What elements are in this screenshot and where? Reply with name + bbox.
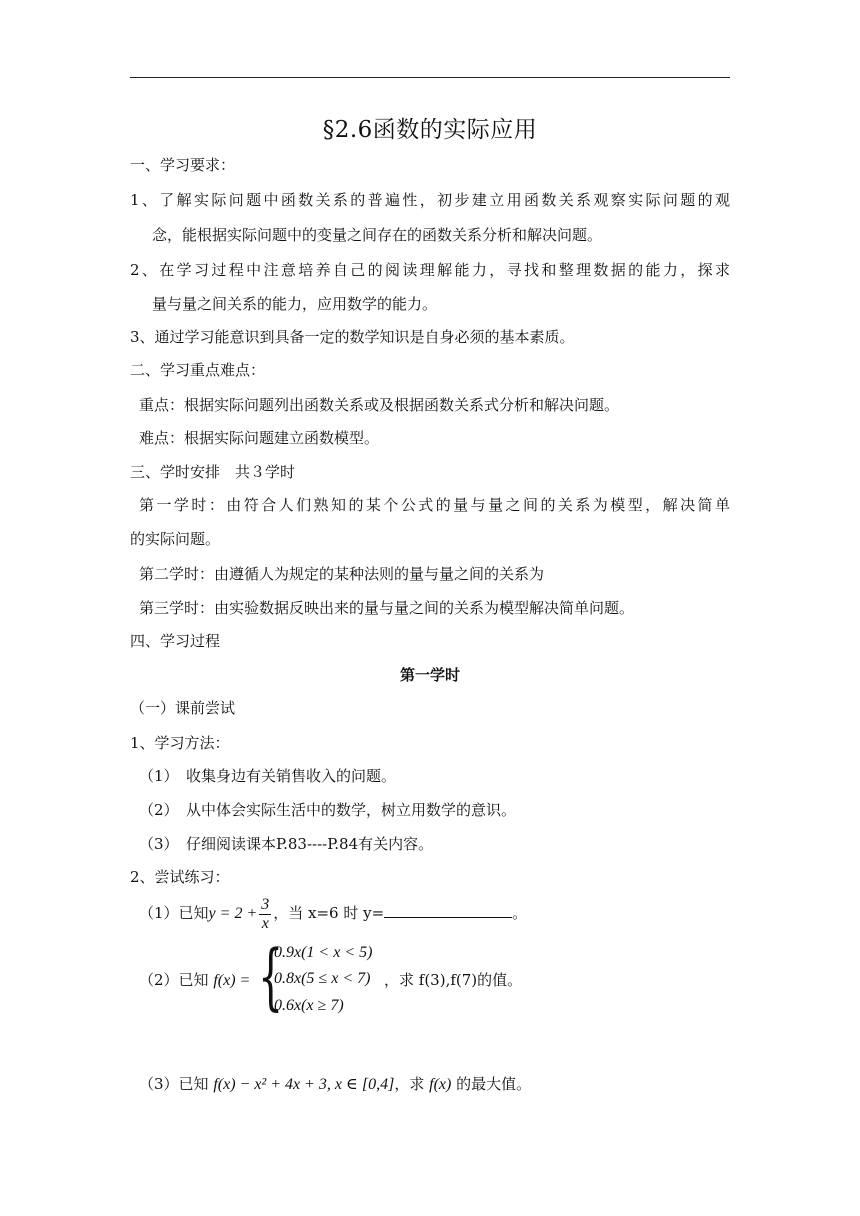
key-points: 重点：根据实际问题列出函数关系或及根据函数关系式分析和解决问题。 [139, 396, 620, 414]
section3-heading: 三、学时安排 共３学时 [130, 463, 296, 481]
difficult-points: 难点：根据实际问题建立函数模型。 [139, 429, 380, 447]
page-title: §2.6函数的实际应用 [322, 117, 538, 143]
q1-frac-numerator: 3 [261, 895, 270, 913]
q3-middle: ，求 [394, 1075, 425, 1093]
q2-left-brace: { [258, 934, 284, 1018]
q2-prefix: （2）已知 [139, 971, 209, 989]
subsection-pre-class: （一）课前尝试 [130, 699, 236, 717]
q1-condition: ，当 x=6 时 y= [273, 904, 385, 922]
q3-prefix: （3）已知 [139, 1075, 209, 1093]
question-1 [139, 893, 527, 934]
lesson2-desc: 第二学时：由遵循人为规定的某种法则的量与量之间的关系为 [139, 565, 545, 583]
req-item3: 3、通过学习能意识到具备一定的数学知识是自身必须的基本素质。 [130, 328, 575, 346]
lesson-title: 第一学时 [399, 666, 460, 684]
section2-heading: 二、学习重点难点： [130, 361, 266, 379]
q3-expression: f(x) − x² + 4x + 3, x ∈ [0,4] [213, 1076, 395, 1093]
q1-expression: y = 2 + [208, 905, 258, 922]
q3-fx: f(x) [429, 1076, 452, 1093]
lesson1-desc-line2: 的实际问题。 [130, 530, 221, 548]
req-item2-line2: 量与量之间关系的能力，应用数学的能力。 [152, 295, 438, 313]
req-item1-line2: 念，能根据实际问题中的变量之间存在的函数关系分析和解决问题。 [152, 226, 603, 244]
q1-frac-denominator: x [261, 914, 269, 932]
q1-fraction [259, 896, 271, 933]
method-3: （3） 仔细阅读课本P.83----P.84有关内容。 [139, 835, 434, 853]
methods-heading: 1、学习方法： [130, 734, 230, 752]
lesson1-desc-line1: 第一学时：由符合人们熟知的某个公式的量与量之间的关系为模型，解决简单 [139, 496, 730, 514]
q1-prefix: （1）已知 [139, 904, 209, 922]
q1-suffix: 。 [512, 904, 528, 922]
practice-heading: 2、尝试练习： [130, 868, 230, 886]
q2-function: f(x) = [213, 972, 251, 989]
q2-case-2: 0.8x(5 ≤ x < 7) [274, 970, 371, 987]
method-1: （1） 收集身边有关销售收入的问题。 [139, 767, 397, 785]
section4-heading: 四、学习过程 [130, 632, 221, 650]
section1-heading: 一、学习要求： [130, 156, 236, 174]
header-rule [130, 77, 730, 78]
q2-case-3: 0.6x(x ≥ 7) [274, 997, 344, 1014]
req-item1-line1: 1、了解实际问题中函数关系的普遍性，初步建立用函数关系观察实际问题的观 [130, 191, 730, 209]
req-item2-line1: 2、在学习过程中注意培养自己的阅读理解能力，寻找和整理数据的能力，探求 [130, 261, 730, 279]
method-2: （2） 从中体会实际生活中的数学，树立用数学的意识。 [139, 801, 517, 819]
q1-answer-blank[interactable] [384, 902, 512, 918]
q3-suffix: 的最大值。 [456, 1075, 532, 1093]
question-3 [139, 1074, 531, 1095]
question-2-lead [139, 970, 250, 991]
lesson3-desc: 第三学时：由实验数据反映出来的量与量之间的关系为模型解决简单问题。 [139, 599, 635, 617]
q2-case-1: 0.9x(1 < x < 5) [274, 944, 373, 961]
q2-suffix: ，求 f(3),f(7)的值。 [384, 971, 523, 989]
